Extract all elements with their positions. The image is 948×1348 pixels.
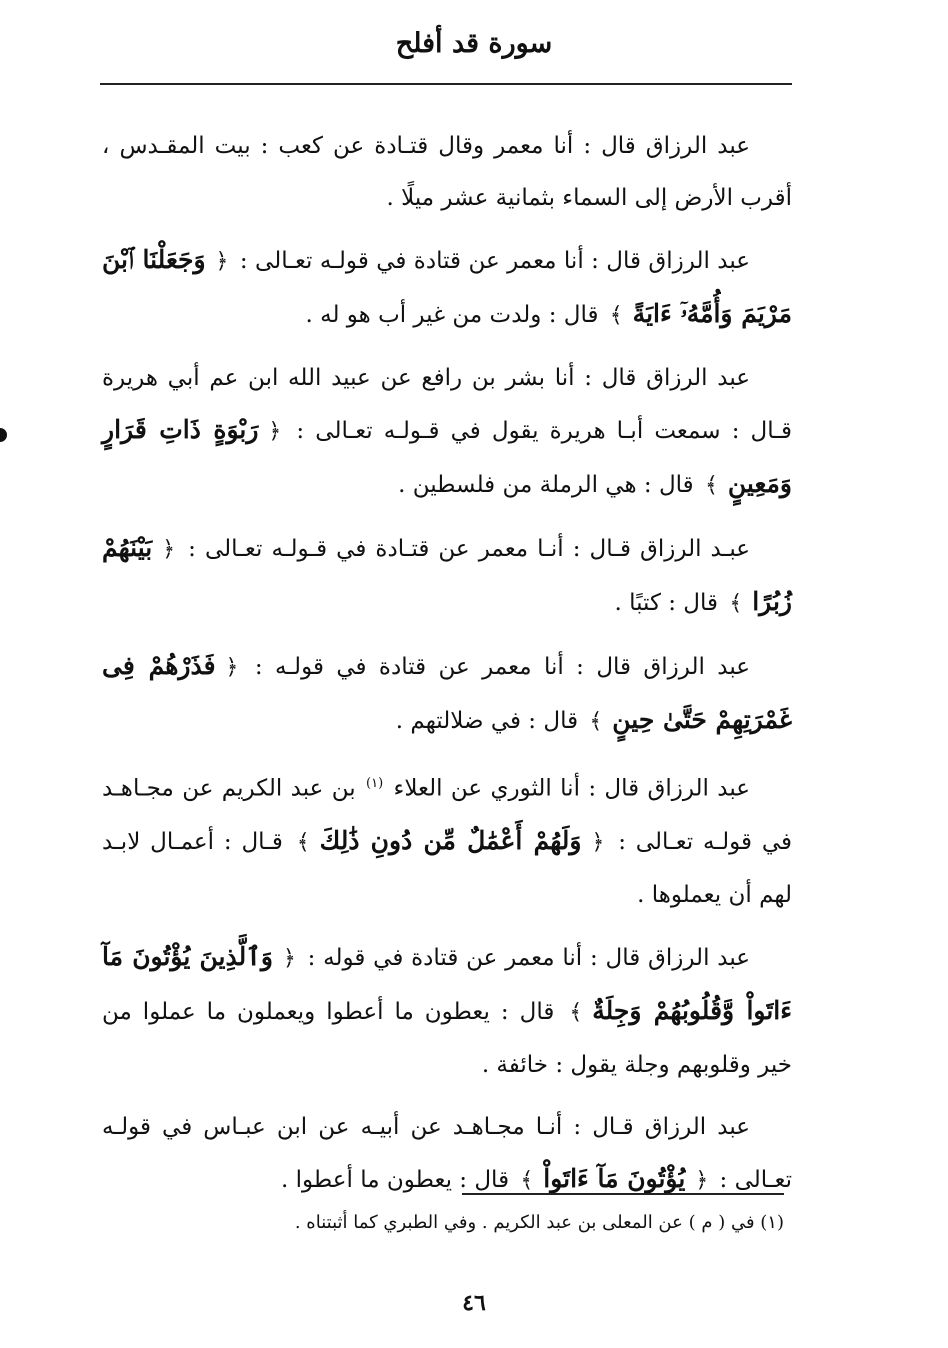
paragraph-5 <box>102 640 792 748</box>
quran-verse: رَبْوَةٍ ذَاتِ قَرَارٍ وَمَعِينٍ <box>102 415 792 498</box>
paragraph-8 <box>102 1101 792 1207</box>
paragraph-text: عبد الرزاق قـال : أنـا مجـاهـد عن أبيـه عن ابن عبـاس في قولـه تعـالى : <box>102 1113 792 1193</box>
quran-close-brace: ﴾ <box>705 473 718 498</box>
paragraph-text: قال : يعطون ما أعطوا ويعملون ما عملوا من خير وقلوبهم وجلة يقول : خائفة . <box>102 998 792 1078</box>
running-header-title: سورة قد أفلح <box>395 28 553 59</box>
quran-verse: وَٱلَّذِينَ يُؤْتُونَ مَآ ءَاتَواْ وَّقُلُوبُهُمْ وَجِلَةٌ <box>102 941 792 1025</box>
quran-open-brace: ﴿ <box>695 1167 709 1193</box>
paragraph-text: عبد الرزاق قال : أنا معمر عن قتادة في قولـه : <box>254 654 750 680</box>
binding-hole-mark <box>0 428 7 442</box>
quran-open-brace: ﴿ <box>268 419 282 444</box>
paragraph-3 <box>102 352 792 512</box>
quran-open-brace: ﴿ <box>282 945 296 971</box>
page-number: ٤٦ <box>462 1290 486 1316</box>
paragraph-text: قال : يعطون ما أعطوا . <box>281 1166 510 1193</box>
quran-close-brace: ﴾ <box>520 1167 534 1193</box>
paragraph-6 <box>102 758 792 921</box>
quran-close-brace: ﴾ <box>569 999 583 1025</box>
paragraph-text: بن عبد الكريم عن مجـاهـد في قولـه تعـالى : <box>102 775 792 855</box>
quran-verse: وَجَعَلْنَا ٱبْنَ مَرْيَمَ وَأُمَّهُۥٓ ءَايَةً <box>102 245 792 328</box>
quran-verse: يُؤْتُونَ مَآ ءَاتَواْ <box>543 1163 686 1193</box>
paragraph-text: عبـد الرزاق قـال : أنـا معمر عن قتـادة في قـولـه تعـالى : <box>188 536 751 562</box>
quran-open-brace: ﴿ <box>591 829 605 855</box>
paragraph-text: عبد الرزاق قال : أنا معمر عن قتادة في قولـه تعـالى : <box>239 248 750 274</box>
paragraph-text: قال : في ضلالتهم . <box>395 708 579 734</box>
paragraph-text: قال : هي الرملة من فلسطين . <box>398 472 694 498</box>
footnote-reference[interactable]: (١) <box>366 776 384 791</box>
quran-verse: فَذَرْهُمْ فِى غَمْرَتِهِمْ حَتَّىٰ حِينٍ <box>102 651 792 734</box>
paragraph-text: قال : كتبًا . <box>614 590 719 616</box>
header-divider <box>100 83 792 85</box>
paragraph-text: قـال : أعمـال لابـد لهم أن يعملوها . <box>102 828 792 908</box>
quran-verse: وَلَهُمْ أَعْمَٰلٌ مِّن دُونِ ذَٰلِكَ <box>319 825 582 855</box>
quran-close-brace: ﴾ <box>609 303 623 328</box>
quran-close-brace: ﴾ <box>296 829 310 855</box>
quran-open-brace: ﴿ <box>162 537 176 562</box>
quran-close-brace: ﴾ <box>729 591 743 616</box>
paragraph-4 <box>102 522 792 630</box>
footnote: (١) في ( م ) عن المعلى بن عبد الكريم . وفي الطبري كما أثبتناه . <box>294 1212 784 1233</box>
paragraph-7 <box>102 931 792 1091</box>
paragraph-2 <box>102 234 792 342</box>
page-body <box>102 120 792 1217</box>
paragraph-1 <box>102 120 792 224</box>
footnote-divider <box>462 1193 784 1195</box>
quran-close-brace: ﴾ <box>589 709 603 734</box>
quran-open-brace: ﴿ <box>225 655 239 680</box>
paragraph-text: قال : ولدت من غير أب هو له . <box>305 302 599 328</box>
paragraph-text: عبد الرزاق قال : أنا بشر بن رافع عن عبيد الله ابن عم أبي هريرة قـال : سمعت أبـا هريرة يقول في قـولـه تعـالى : <box>102 365 792 444</box>
paragraph-text: عبد الرزاق قال : أنا معمر عن قتادة في قوله : <box>307 944 750 971</box>
quran-open-brace: ﴿ <box>215 249 229 274</box>
quran-verse: بَيْنَهُمْ زُبُرًا <box>102 533 792 616</box>
paragraph-text: عبد الرزاق قال : أنا معمر وقال قتـادة عن كعب : بيت المقـدس ، أقرب الأرض إلى السماء بثمانية عشر ميلًا . <box>102 133 792 211</box>
paragraph-text: عبد الرزاق قال : أنا الثوري عن العلاء <box>393 775 751 802</box>
